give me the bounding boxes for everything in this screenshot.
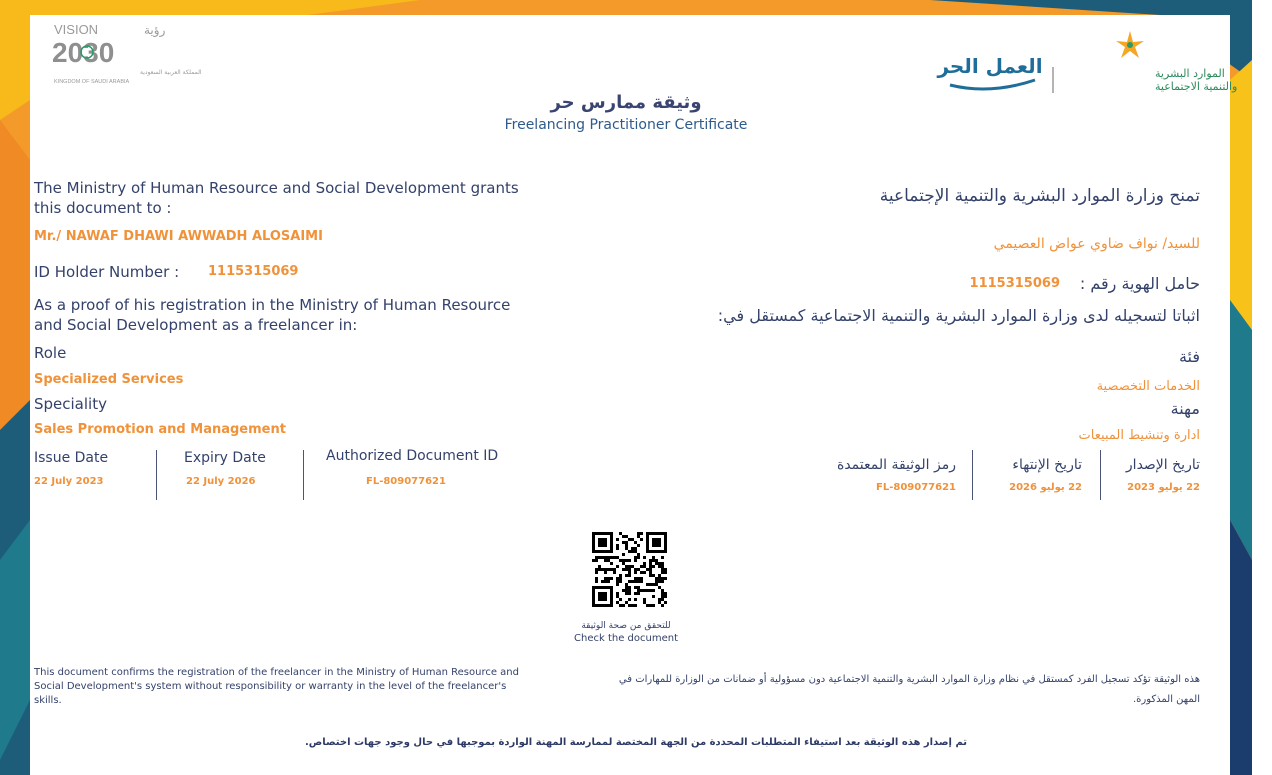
qr-caption-ar: للتحقق من صحة الوثيقة: [581, 621, 671, 631]
expiry-date-value-ar: 22 يوليو 2026: [1009, 482, 1082, 493]
freelance-logo-text: العمل الحر: [937, 54, 1043, 78]
divider: [972, 450, 973, 500]
verification-qr-code[interactable]: [592, 532, 667, 607]
grant-line-en: The Ministry of Human Resource and Social Development grants this document to :: [34, 179, 519, 217]
disclaimer-en: This document confirms the registration of the freelancer in the Ministry of Human Resource and Social Development's system without responsibility or warranty in the level of the freelancer's skills.: [34, 667, 519, 706]
vision-logo-text: VISION: [54, 22, 99, 37]
document-id-value-en: FL-809077621: [366, 476, 446, 487]
speciality-value-en: Sales Promotion and Management: [34, 422, 286, 437]
document-id-value-ar: FL-809077621: [876, 482, 956, 493]
grant-line-ar: تمنح وزارة الموارد البشرية والتنمية الإجتماعية: [879, 186, 1200, 206]
proof-line-en: As a proof of his registration in the Ministry of Human Resource and Social Development as a freelancer in:: [34, 296, 511, 334]
footer-note-ar: تم إصدار هذه الوثيقة بعد استيفاء المتطلبات المحددة من الجهة المختصة لممارسة المهنة الواردة بموجبها في حال وجود جهات اختصاص.: [304, 737, 968, 748]
divider: [303, 450, 304, 500]
certificate-title-en: Freelancing Practitioner Certificate: [504, 117, 748, 133]
issue-date-value-ar: 22 يوليو 2023: [1127, 482, 1200, 493]
vision-logo-ar: رؤية: [144, 23, 166, 37]
issue-date-label-ar: تاريخ الإصدار: [1125, 457, 1200, 473]
vision-logo-year: 2030: [52, 37, 115, 68]
document-id-label-ar: رمز الوثيقة المعتمدة: [837, 457, 956, 473]
vision-logo-sub-en: KINGDOM OF SAUDI ARABIA: [54, 79, 130, 85]
vision-logo-sub-ar: المملكة العربية السعودية: [140, 69, 202, 76]
speciality-label-ar: مهنة: [1170, 399, 1200, 418]
expiry-date-value-en: 22 July 2026: [186, 476, 256, 487]
role-value-en: Specialized Services: [34, 372, 184, 387]
speciality-value-ar: ادارة وتنشيط المبيعات: [1078, 428, 1200, 443]
ministry-logo-line2: والتنمية الاجتماعية: [1155, 80, 1238, 93]
expiry-date-ar: [1009, 457, 1082, 493]
ministry-logo: [937, 25, 1238, 100]
issue-date-ar: [1126, 457, 1200, 493]
id-label-en: ID Holder Number :: [34, 263, 180, 281]
role-label-ar: فئة: [1178, 347, 1200, 366]
expiry-date-label-ar: تاريخ الإنتهاء: [1012, 457, 1082, 473]
issue-date-en: [34, 450, 108, 487]
certificate-title-ar: وثيقة ممارس حر: [550, 92, 702, 113]
issue-date-label-en: Issue Date: [34, 450, 109, 466]
expiry-date-en: [184, 450, 266, 487]
vision-2030-logo: [52, 20, 202, 86]
id-label-ar: حامل الهوية رقم :: [1079, 274, 1200, 293]
document-id-ar: [837, 457, 956, 493]
proof-line-ar: اثباتا لتسجيله لدى وزارة الموارد البشرية والتنمية الاجتماعية كمستقل في:: [717, 306, 1200, 325]
role-value-ar: الخدمات التخصصية: [1096, 379, 1200, 394]
divider: [156, 450, 157, 500]
divider: [1100, 450, 1101, 500]
holder-name-en: Mr./ NAWAF DHAWI AWWADH ALOSAIMI: [34, 229, 323, 244]
holder-name-ar: للسيد/ نواف ضاوي عواض العصيمي: [993, 236, 1200, 252]
document-id-label-en: Authorized Document ID: [326, 448, 499, 464]
document-id-en: [326, 448, 498, 487]
id-value-ar: 1115315069: [969, 276, 1060, 291]
id-value-en: 1115315069: [208, 264, 299, 279]
expiry-date-label-en: Expiry Date: [184, 450, 266, 466]
issue-date-value-en: 22 July 2023: [34, 476, 104, 487]
ministry-logo-line1: الموارد البشرية: [1155, 67, 1225, 80]
disclaimer-ar: هذه الوثيقة تؤكد تسجيل الفرد كمستقل في نظام وزارة الموارد البشرية والتنمية الاجتماعية دون مسؤولية أو ضمانات من الوزارة للمهارات في المهن المذكورة.: [618, 674, 1200, 705]
role-label-en: Role: [34, 344, 67, 362]
speciality-label-en: Speciality: [34, 395, 107, 413]
qr-caption-en[interactable]: Check the document: [574, 633, 678, 644]
